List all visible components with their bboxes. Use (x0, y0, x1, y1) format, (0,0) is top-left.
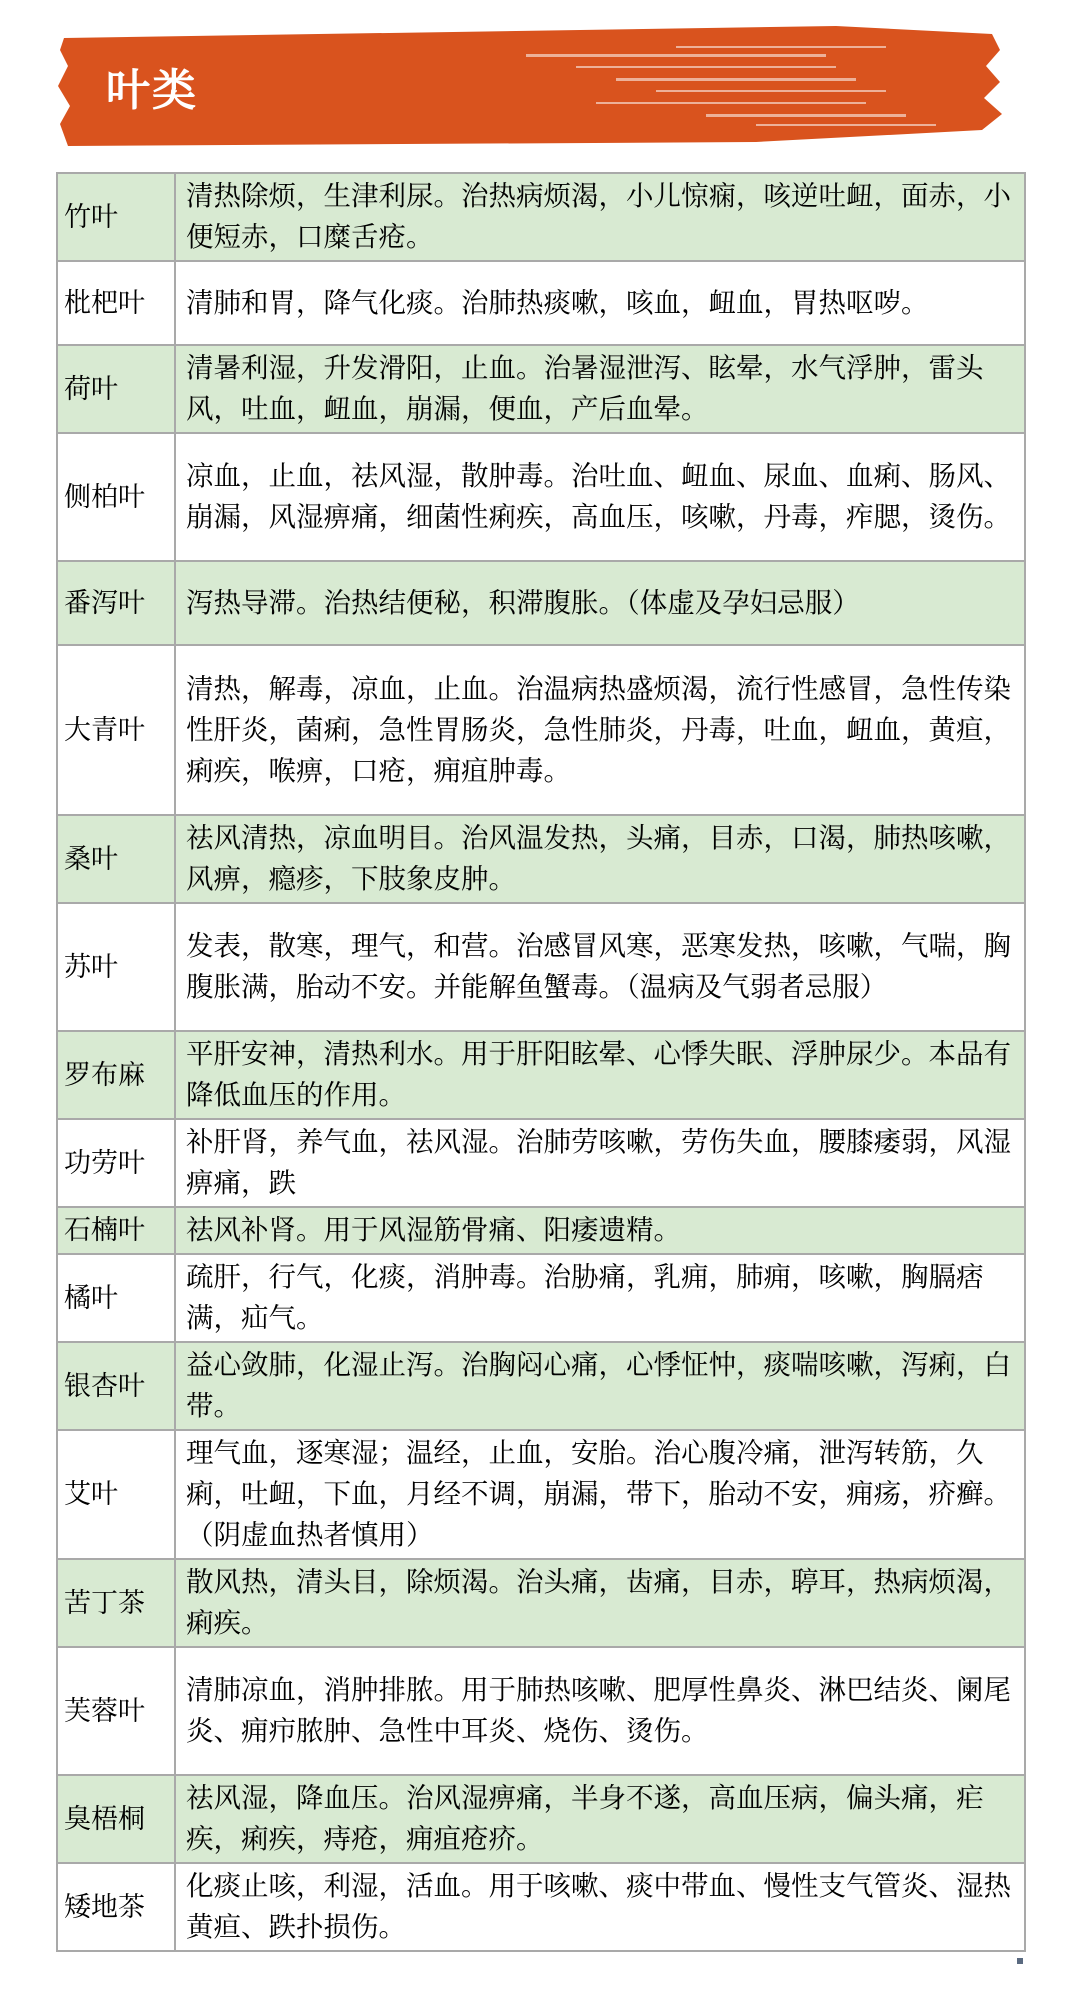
herb-description: 发表，散寒，理气，和营。治感冒风寒，恶寒发热，咳嗽，气喘，胸腹胀满，胎动不安。并能解鱼蟹毒。（温病及气弱者忌服） (175, 903, 1025, 1031)
herb-description: 祛风补肾。用于风湿筋骨痛、阳痿遗精。 (175, 1207, 1025, 1254)
table-row (57, 1559, 1025, 1647)
herb-name: 竹叶 (57, 173, 175, 261)
herb-description: 清肺凉血，消肿排脓。用于肺热咳嗽、肥厚性鼻炎、淋巴结炎、阑尾炎、痈疖脓肿、急性中耳炎、烧伤、烫伤。 (175, 1647, 1025, 1775)
herb-name: 橘叶 (57, 1254, 175, 1342)
herb-description: 理气血，逐寒湿；温经，止血，安胎。治心腹冷痛，泄泻转筋，久痢，吐衄，下血，月经不调，崩漏，带下，胎动不安，痈疡，疥癣。（阴虚血热者慎用） (175, 1430, 1025, 1559)
herb-description: 清热，解毒，凉血，止血。治温病热盛烦渴，流行性感冒，急性传染性肝炎，菌痢，急性胃肠炎，急性肺炎，丹毒，吐血，衄血，黄疸，痢疾，喉痹，口疮，痈疽肿毒。 (175, 645, 1025, 815)
herb-name: 荷叶 (57, 345, 175, 433)
herb-name: 功劳叶 (57, 1119, 175, 1207)
herb-description: 疏肝，行气，化痰，消肿毒。治胁痛，乳痈，肺痈，咳嗽，胸膈痞满，疝气。 (175, 1254, 1025, 1342)
herb-name: 臭梧桐 (57, 1775, 175, 1863)
herb-description: 益心敛肺，化湿止泻。治胸闷心痛，心悸怔忡，痰喘咳嗽，泻痢，白带。 (175, 1342, 1025, 1430)
herb-description: 清热除烦，生津利尿。治热病烦渴，小儿惊痫，咳逆吐衄，面赤，小便短赤，口糜舌疮。 (175, 173, 1025, 261)
table-row (57, 1119, 1025, 1207)
herb-name: 芙蓉叶 (57, 1647, 175, 1775)
herb-description: 泻热导滞。治热结便秘，积滞腹胀。（体虚及孕妇忌服） (175, 561, 1025, 645)
herb-name: 侧柏叶 (57, 433, 175, 561)
table-row (57, 1207, 1025, 1254)
table-row (57, 1254, 1025, 1342)
table-row (57, 1647, 1025, 1775)
herb-description: 祛风清热，凉血明目。治风温发热，头痛，目赤，口渴，肺热咳嗽，风痹，瘾疹，下肢象皮肿。 (175, 815, 1025, 903)
herb-name: 大青叶 (57, 645, 175, 815)
herb-table (56, 172, 1026, 1952)
herb-description: 清暑利湿，升发滑阳，止血。治暑湿泄泻、眩晕，水气浮肿，雷头风，吐血，衄血，崩漏，便血，产后血晕。 (175, 345, 1025, 433)
herb-description: 化痰止咳，利湿，活血。用于咳嗽、痰中带血、慢性支气管炎、湿热黄疸、跌扑损伤。 (175, 1863, 1025, 1951)
table-corner-handle (1017, 1958, 1023, 1964)
herb-name: 罗布麻 (57, 1031, 175, 1119)
herb-name: 矮地茶 (57, 1863, 175, 1951)
table-row (57, 903, 1025, 1031)
table-row (57, 645, 1025, 815)
table-row (57, 1031, 1025, 1119)
herb-name: 番泻叶 (57, 561, 175, 645)
section-title: 叶类 (106, 65, 198, 116)
herb-name: 石楠叶 (57, 1207, 175, 1254)
brush-stroke-background (56, 20, 1006, 150)
herb-description: 祛风湿，降血压。治风湿痹痛，半身不遂，高血压病，偏头痛，疟疾，痢疾，痔疮，痈疽疮疥。 (175, 1775, 1025, 1863)
herb-name: 艾叶 (57, 1430, 175, 1559)
herb-name: 苦丁茶 (57, 1559, 175, 1647)
herb-name: 桑叶 (57, 815, 175, 903)
herb-description: 平肝安神，清热利水。用于肝阳眩晕、心悸失眠、浮肿尿少。本品有降低血压的作用。 (175, 1031, 1025, 1119)
table-row (57, 1775, 1025, 1863)
table-row (57, 1430, 1025, 1559)
table-row (57, 173, 1025, 261)
table-row (57, 1342, 1025, 1430)
herb-description: 凉血，止血，祛风湿，散肿毒。治吐血、衄血、尿血、血痢、肠风、崩漏，风湿痹痛，细菌性痢疾，高血压，咳嗽，丹毒，痄腮，烫伤。 (175, 433, 1025, 561)
table-row (57, 261, 1025, 345)
table-row (57, 345, 1025, 433)
herb-description: 补肝肾，养气血，祛风湿。治肺劳咳嗽，劳伤失血，腰膝痿弱，风湿痹痛，跌 (175, 1119, 1025, 1207)
herb-name: 枇杷叶 (57, 261, 175, 345)
table-row (57, 561, 1025, 645)
table-row (57, 815, 1025, 903)
section-header-banner (56, 20, 1006, 150)
herb-description: 散风热，清头目，除烦渴。治头痛，齿痛，目赤，聤耳，热病烦渴，痢疾。 (175, 1559, 1025, 1647)
herb-name: 银杏叶 (57, 1342, 175, 1430)
herb-description: 清肺和胃，降气化痰。治肺热痰嗽，咳血，衄血，胃热呕哕。 (175, 261, 1025, 345)
herb-name: 苏叶 (57, 903, 175, 1031)
table-row (57, 433, 1025, 561)
table-row (57, 1863, 1025, 1951)
